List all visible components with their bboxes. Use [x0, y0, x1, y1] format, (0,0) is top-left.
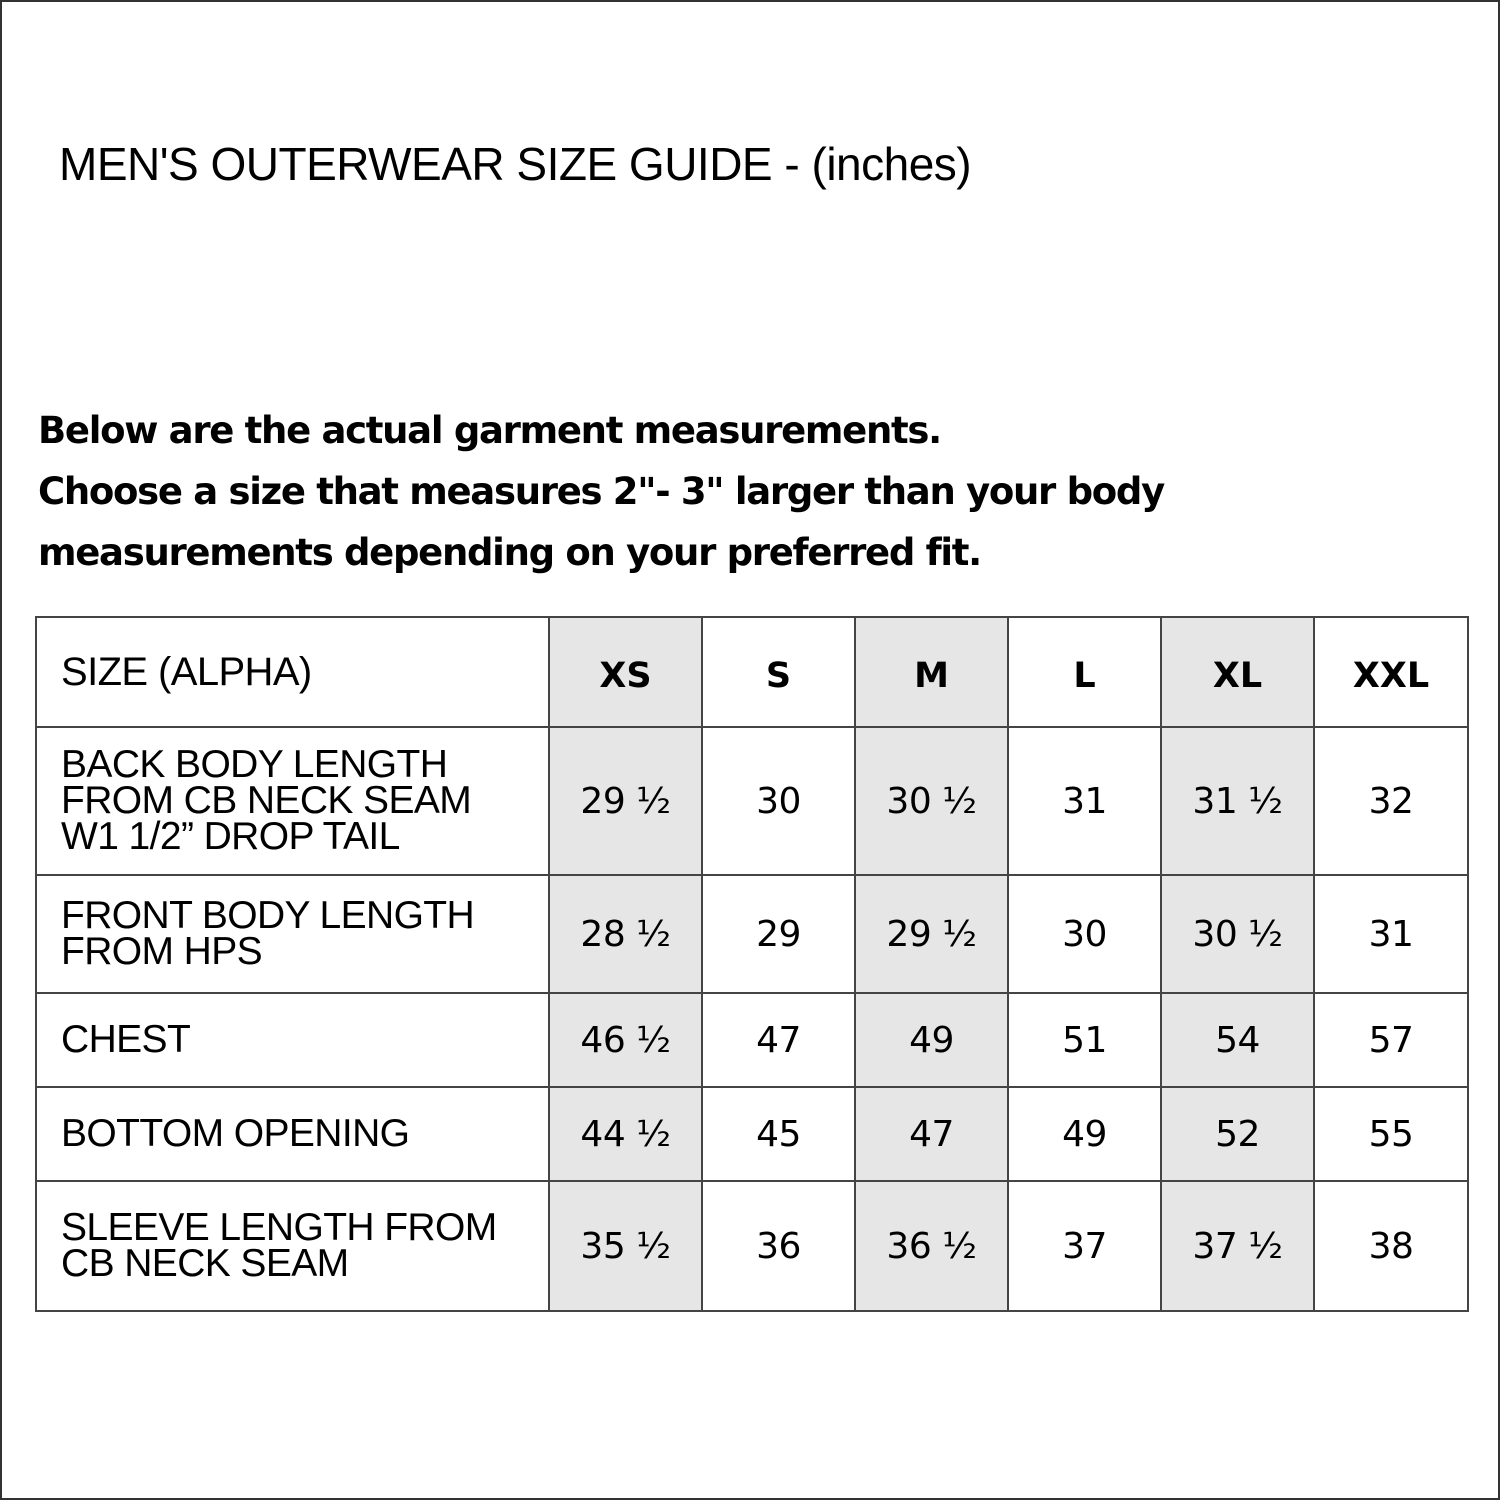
- cell-value: 31 ½: [1161, 727, 1314, 875]
- size-header-l: L: [1008, 617, 1161, 727]
- cell-value: 51: [1008, 993, 1161, 1087]
- size-header-m: M: [855, 617, 1008, 727]
- header-size-label: SIZE (ALPHA): [36, 617, 549, 727]
- row-label-line: FRONT BODY LENGTH: [61, 894, 475, 937]
- row-label-sleeve-length: [36, 1181, 549, 1311]
- row-label-front-body-length: [36, 875, 549, 993]
- row-label-chest: [36, 993, 549, 1087]
- intro-line-2: Choose a size that measures 2"- 3" larger than your body: [38, 470, 1164, 513]
- intro-line-3: measurements depending on your preferred fit.: [38, 531, 981, 574]
- table-row: [36, 875, 1468, 993]
- cell-value: 30 ½: [1161, 875, 1314, 993]
- row-label-line: SLEEVE LENGTH FROM: [61, 1206, 497, 1249]
- row-label-line: FROM CB NECK SEAM: [61, 779, 472, 822]
- cell-value: 28 ½: [549, 875, 702, 993]
- cell-value: 45: [702, 1087, 855, 1181]
- cell-value: 49: [1008, 1087, 1161, 1181]
- cell-value: 30: [702, 727, 855, 875]
- cell-value: 36: [702, 1181, 855, 1311]
- table-row: [36, 1087, 1468, 1181]
- cell-value: 30: [1008, 875, 1161, 993]
- cell-value: 49: [855, 993, 1008, 1087]
- cell-value: 37: [1008, 1181, 1161, 1311]
- cell-value: 29 ½: [855, 875, 1008, 993]
- cell-value: 29: [702, 875, 855, 993]
- size-header-s: S: [702, 617, 855, 727]
- cell-value: 55: [1314, 1087, 1468, 1181]
- row-label-line: CB NECK SEAM: [61, 1242, 349, 1285]
- cell-value: 46 ½: [549, 993, 702, 1087]
- cell-value: 47: [855, 1087, 1008, 1181]
- size-table: [35, 616, 1469, 1312]
- table-header-row: [36, 617, 1468, 727]
- cell-value: 52: [1161, 1087, 1314, 1181]
- row-label-line: FROM HPS: [61, 930, 263, 973]
- cell-value: 54: [1161, 993, 1314, 1087]
- intro-line-1: Below are the actual garment measurements.: [38, 409, 941, 452]
- size-header-xs: XS: [549, 617, 702, 727]
- page-title: MEN'S OUTERWEAR SIZE GUIDE - (inches): [59, 138, 972, 190]
- size-header-xl: XL: [1161, 617, 1314, 727]
- row-label-back-body-length: [36, 727, 549, 875]
- cell-value: 47: [702, 993, 855, 1087]
- cell-value: 35 ½: [549, 1181, 702, 1311]
- row-label-line: CHEST: [61, 1018, 191, 1061]
- cell-value: 36 ½: [855, 1181, 1008, 1311]
- cell-value: 29 ½: [549, 727, 702, 875]
- row-label-line: W1 1/2” DROP TAIL: [61, 815, 400, 858]
- size-header-xxl: XXL: [1314, 617, 1468, 727]
- intro-text: [38, 400, 1458, 583]
- table-row: [36, 727, 1468, 875]
- cell-value: 31: [1008, 727, 1161, 875]
- cell-value: 57: [1314, 993, 1468, 1087]
- table-row: [36, 1181, 1468, 1311]
- row-label-line: BACK BODY LENGTH: [61, 743, 448, 786]
- row-label-line: BOTTOM OPENING: [61, 1112, 410, 1155]
- row-label-bottom-opening: [36, 1087, 549, 1181]
- cell-value: 30 ½: [855, 727, 1008, 875]
- cell-value: 31: [1314, 875, 1468, 993]
- table-row: [36, 993, 1468, 1087]
- cell-value: 37 ½: [1161, 1181, 1314, 1311]
- cell-value: 38: [1314, 1181, 1468, 1311]
- cell-value: 44 ½: [549, 1087, 702, 1181]
- cell-value: 32: [1314, 727, 1468, 875]
